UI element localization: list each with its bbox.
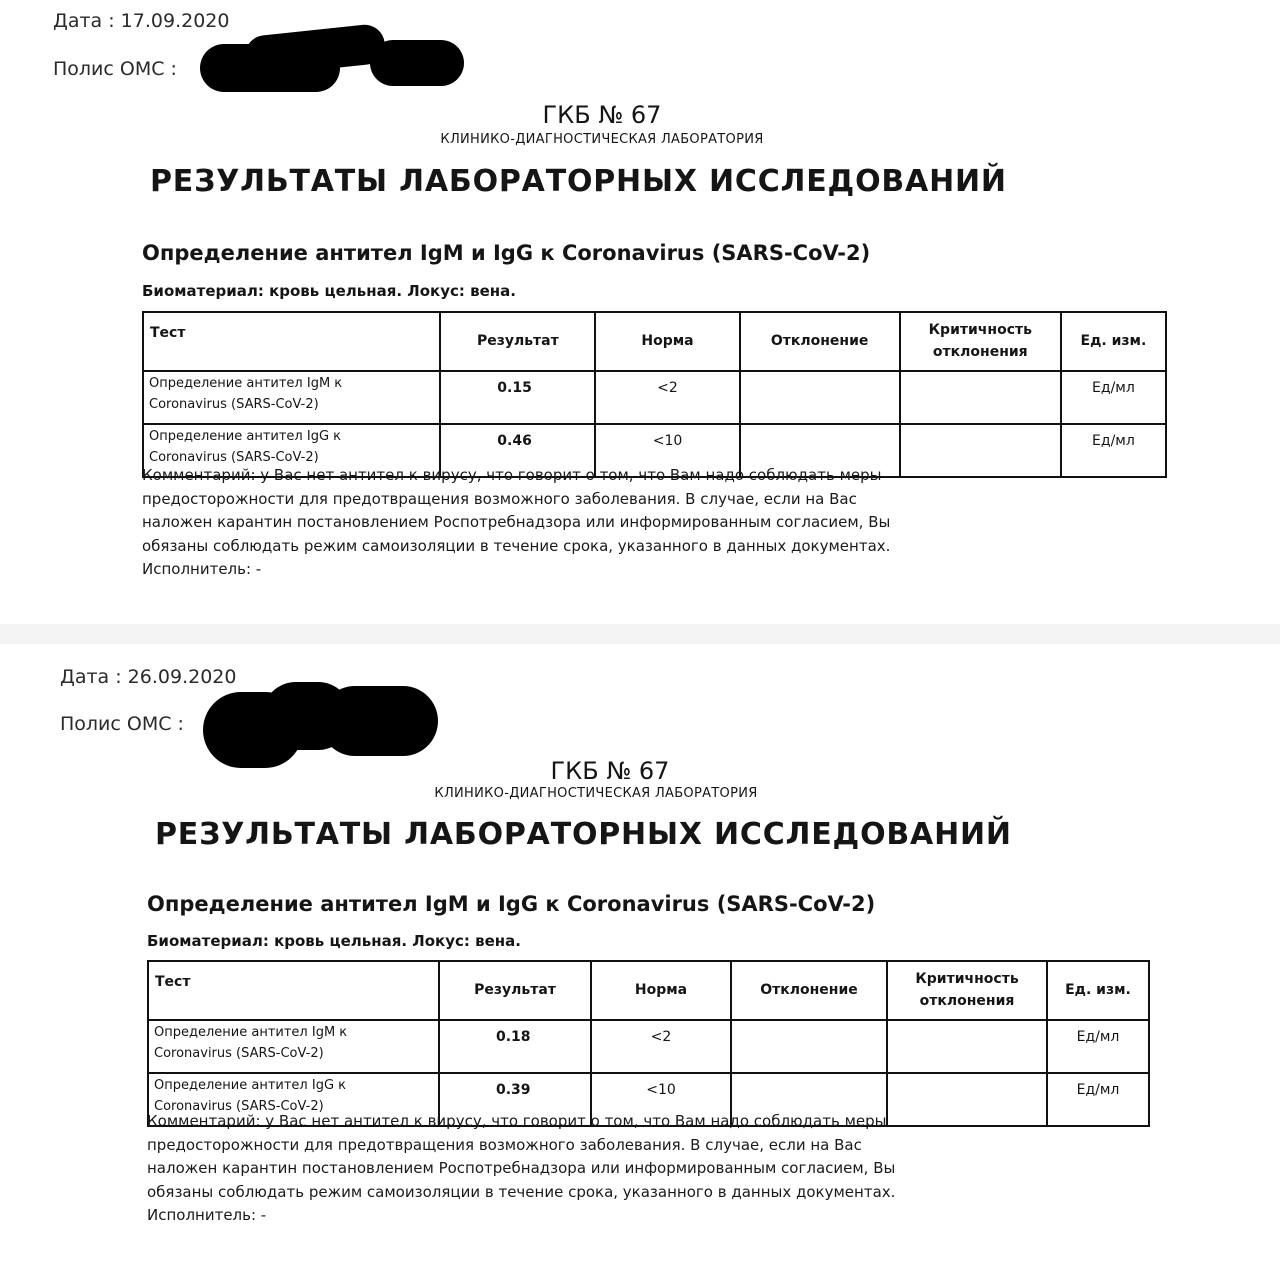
norm-value: <10 — [591, 1073, 731, 1126]
test-name-line2: Coronavirus (SARS-CoV-2) — [149, 449, 319, 465]
page-divider — [0, 624, 1280, 644]
test-name — [148, 1020, 439, 1073]
biomaterial: Биоматериал: кровь цельная. Локус: вена. — [147, 932, 521, 950]
report-date: Дата : 26.09.2020 — [60, 666, 237, 688]
criticality-value — [900, 371, 1061, 424]
header-test: Тест — [148, 961, 439, 1020]
result-value: 0.39 — [439, 1073, 591, 1126]
comment-line: Комментарий: у Вас нет антител к вирусу, что говорит о том, что Вам надо соблюдать меры — [147, 1112, 887, 1130]
report-title: РЕЗУЛЬТАТЫ ЛАБОРАТОРНЫХ ИССЛЕДОВАНИЙ — [150, 164, 1007, 199]
test-name-line1: Определение антител IgM к — [154, 1025, 348, 1040]
header-criticality-line1: Критичность — [928, 321, 1032, 338]
polis-label: Полис ОМС : — [53, 58, 177, 80]
redaction-mark — [370, 40, 464, 86]
header-result: Результат — [439, 961, 591, 1020]
report-date: Дата : 17.09.2020 — [53, 10, 230, 32]
test-name-line2: Coronavirus (SARS-CoV-2) — [149, 396, 319, 412]
comment-block — [147, 1110, 895, 1228]
table-row — [148, 1020, 1149, 1073]
test-name-line1: Определение антител IgM к — [149, 376, 343, 391]
test-name-line1: Определение антител IgG к — [149, 429, 341, 444]
biomaterial: Биоматериал: кровь цельная. Локус: вена. — [142, 282, 516, 300]
comment-line: наложен карантин постановлением Роспотребнадзора или информированным согласием, Вы — [147, 1159, 896, 1177]
executor-line: Исполнитель: - — [142, 560, 262, 578]
table-header-row — [143, 312, 1166, 371]
table-header-row — [148, 961, 1149, 1020]
header-criticality — [887, 961, 1047, 1020]
lab-name: КЛИНИКО-ДИАГНОСТИЧЕСКАЯ ЛАБОРАТОРИЯ — [440, 132, 764, 147]
lab-report-1 — [0, 0, 1280, 622]
criticality-value — [887, 1073, 1047, 1126]
unit-value: Ед/мл — [1047, 1020, 1149, 1073]
polis-label: Полис ОМС : — [60, 713, 184, 735]
result-value: 0.18 — [439, 1020, 591, 1073]
header-result: Результат — [440, 312, 595, 371]
executor-line: Исполнитель: - — [147, 1206, 267, 1224]
test-name — [143, 371, 440, 424]
header-criticality-line2: отклонения — [932, 343, 1028, 360]
comment-line: предосторожности для предотвращения возможного заболевания. В случае, если на Вас — [147, 1135, 862, 1154]
header-criticality — [900, 312, 1061, 371]
comment-line: обязаны соблюдать режим самоизоляции в течение срока, указанного в данных документах. — [147, 1182, 896, 1201]
result-value: 0.46 — [440, 424, 595, 477]
header-deviation: Отклонение — [731, 961, 887, 1020]
comment-line: предосторожности для предотвращения возможного заболевания. В случае, если на Вас — [142, 489, 857, 508]
table-row — [143, 371, 1166, 424]
norm-value: <2 — [591, 1020, 731, 1073]
header-deviation: Отклонение — [740, 312, 900, 371]
report-title: РЕЗУЛЬТАТЫ ЛАБОРАТОРНЫХ ИССЛЕДОВАНИЙ — [155, 817, 1012, 852]
norm-value: <10 — [595, 424, 739, 477]
hospital-name: ГКБ № 67 — [542, 101, 662, 129]
redaction-mark — [243, 23, 386, 77]
unit-value: Ед/мл — [1061, 424, 1166, 477]
header-unit: Ед. изм. — [1061, 312, 1166, 371]
header-norm: Норма — [591, 961, 731, 1020]
redaction-mark — [320, 686, 438, 756]
norm-value: <2 — [595, 371, 739, 424]
hospital-name: ГКБ № 67 — [550, 757, 670, 785]
unit-value: Ед/мл — [1047, 1073, 1149, 1126]
comment-line: Комментарий: у Вас нет антител к вирусу, что говорит о том, что Вам надо соблюдать меры — [142, 466, 882, 484]
deviation-value — [731, 1020, 887, 1073]
test-subtitle: Определение антител IgM и IgG к Coronavirus (SARS-CoV-2) — [142, 241, 871, 265]
criticality-value — [900, 424, 1061, 477]
header-criticality-line2: отклонения — [919, 992, 1015, 1009]
header-criticality-line1: Критичность — [915, 970, 1019, 987]
test-subtitle: Определение антител IgM и IgG к Coronavirus (SARS-CoV-2) — [147, 892, 876, 916]
unit-value: Ед/мл — [1061, 371, 1166, 424]
lab-name: КЛИНИКО-ДИАГНОСТИЧЕСКАЯ ЛАБОРАТОРИЯ — [434, 786, 758, 801]
test-name-line2: Coronavirus (SARS-CoV-2) — [154, 1098, 324, 1114]
test-name-line2: Coronavirus (SARS-CoV-2) — [154, 1045, 324, 1061]
deviation-value — [740, 371, 900, 424]
lab-report-2 — [0, 650, 1280, 1270]
header-norm: Норма — [595, 312, 739, 371]
result-value: 0.15 — [440, 371, 595, 424]
results-table — [142, 311, 1167, 478]
comment-line: наложен карантин постановлением Роспотребнадзора или информированным согласием, Вы — [142, 513, 891, 531]
criticality-value — [887, 1020, 1047, 1073]
comment-line: обязаны соблюдать режим самоизоляции в течение срока, указанного в данных документах. — [142, 536, 891, 555]
header-unit: Ед. изм. — [1047, 961, 1149, 1020]
test-name-line1: Определение антител IgG к — [154, 1078, 346, 1093]
results-table — [147, 960, 1150, 1127]
comment-block — [142, 464, 890, 582]
header-test: Тест — [143, 312, 440, 371]
